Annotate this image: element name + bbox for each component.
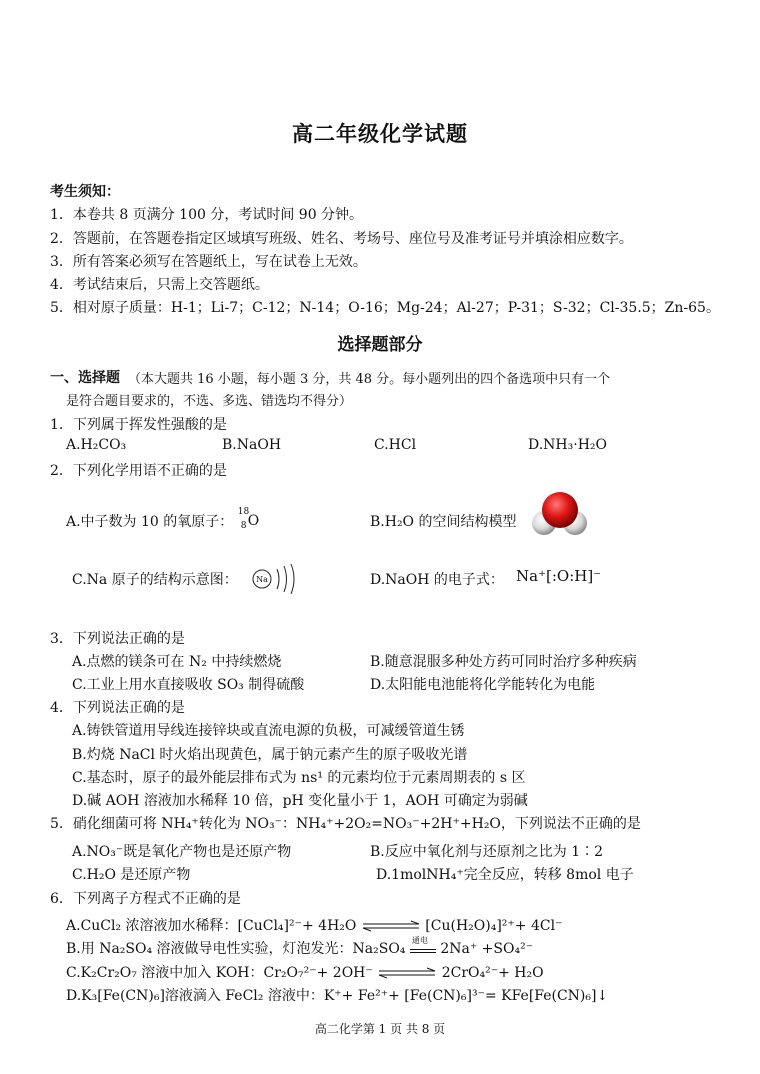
q2-option-a-text: A.中子数为 10 的氧原子： [66,514,234,530]
water-molecule-model-image [530,490,592,540]
q2-option-b: B.H₂O 的空间结构模型 [370,514,517,530]
page-footer: 高二化学第 1 页 共 8 页 [314,1022,446,1036]
sodium-atom-diagram [250,562,302,596]
question-5-stem: 5．硝化细菌可将 NH₄⁺转化为 NO₃⁻：NH₄⁺+2O₂=NO₃⁻+2H⁺+H₂O，下列说法不正确的是 [50,816,641,832]
notice-item: 1．本卷共 8 页满分 100 分，考试时间 90 分钟。 [50,207,364,223]
q6-a-left: A.CuCl₂ 浓溶液加水稀释：[CuCl₄]²⁻+ 4H₂O [66,918,357,934]
q2-option-c: C.Na 原子的结构示意图： [72,572,238,588]
q3-option-c: C.工业上用水直接吸收 SO₃ 制得硫酸 [72,677,305,693]
q6-b-right: 2Na⁺ +SO₄²⁻ [440,941,534,957]
q6-c-right: 2CrO₄²⁻+ H₂O [441,965,544,981]
question-3-stem: 3．下列说法正确的是 [50,631,185,647]
mass-number: 18 [237,507,250,517]
q6-b-left: B.用 Na₂SO₄ 溶液做导电性实验，灯泡发光：Na₂SO₄ [66,941,406,957]
q3-option-d: D.太阳能电池能将化学能转化为电能 [370,677,596,693]
question-2-stem: 2．下列化学用语不正确的是 [50,463,227,479]
notice-item: 4．考试结束后，只需上交答题纸。 [50,277,269,293]
q2-option-d: D.NaOH 的电子式： [370,572,504,588]
notice-item: 5．相对原子质量：H-1；Li-7；C-12；N-14；O-16；Mg-24；Al-27；P-31；S-32；Cl-35.5；Zn-65。 [50,300,720,316]
q5-option-c: C.H₂O 是还原产物 [72,867,191,883]
q5-option-b: B.反应中氧化剂与还原剂之比为 1∶2 [370,844,604,860]
q6-option-b [66,938,533,958]
q4-option-d: D.碱 AOH 溶液加水稀释 10 倍，pH 变化量小于 1，AOH 可确定为弱碱 [72,793,528,809]
equilibrium-arrow-icon [377,967,437,979]
q6-c-left: C.K₂Cr₂O₇ 溶液中加入 KOH：Cr₂O₇²⁻+ 2OH⁻ [66,965,373,981]
question-1-stem: 1．下列属于挥发性强酸的是 [50,417,227,433]
q3-option-b: B.随意混服多种处方药可同时治疗多种疾病 [370,654,637,670]
q3-option-a: A.点燃的镁条可在 N₂ 中持续燃烧 [72,654,282,670]
notice-item: 3．所有答案必须写在答题纸上，写在试卷上无效。 [50,254,367,270]
part-heading: 一、选择题 [50,370,120,386]
q1-option-a: A.H₂CO₃ [66,437,127,453]
notice-item: 2．答题前，在答题卷指定区域填写班级、姓名、考场号、座位号及准考证号并填涂相应数字。 [50,231,633,247]
equilibrium-arrow-icon [361,920,421,932]
oxygen-isotope-symbol [237,507,260,531]
q5-option-d: D.1molNH₄⁺完全反应，转移 8mol 电子 [376,867,634,883]
q6-option-a [66,915,562,935]
section-title: 选择题部分 [337,335,423,355]
notice-heading: 考生须知： [50,184,120,200]
q4-option-a: A.铸铁管道用导线连接锌块或直流电源的负极，可减缓管道生锈 [72,723,465,739]
q1-option-c: C.HCl [374,437,417,453]
q6-option-d: D.K₃[Fe(CN)₆]溶液滴入 FeCl₂ 溶液中：K⁺+ Fe²⁺+ [Fe(CN)₆]³⁻= KFe[Fe(CN)₆]↓ [66,988,609,1004]
q2-option-a [66,507,260,531]
q4-option-c: C.基态时，原子的最外能层排布式为 ns¹ 的元素均位于元素周期表的 s 区 [72,770,526,786]
question-6-stem: 6．下列离子方程式不正确的是 [50,891,241,907]
q1-option-d: D.NH₃·H₂O [528,437,607,453]
part-description: 是符合题目要求的，不选、多选、错选均不得分） [66,394,353,409]
atomic-number: 8 [240,521,247,531]
nucleus-label: Na [256,575,268,584]
arrow-condition-label: 通电 [411,936,428,945]
q4-option-b: B.灼烧 NaCl 时火焰出现黄色，属于钠元素产生的原子吸收光谱 [72,747,468,763]
part-description: （本大题共 16 小题，每小题 3 分，共 48 分。每小题列出的四个备选项中只有一个 [128,372,611,387]
naoh-electron-formula: Na⁺[:O:H]⁻ [516,567,602,585]
q1-option-b: B.NaOH [222,437,282,453]
question-4-stem: 4．下列说法正确的是 [50,700,185,716]
electrolysis-arrow [410,936,436,956]
q5-option-a: A.NO₃⁻既是氧化产物也是还原产物 [72,844,292,860]
q6-a-right: [Cu(H₂O)₄]²⁺+ 4Cl⁻ [425,918,563,934]
element-symbol: O [247,513,260,529]
q6-option-c [66,962,544,982]
page-title: 高二年级化学试题 [292,121,468,146]
